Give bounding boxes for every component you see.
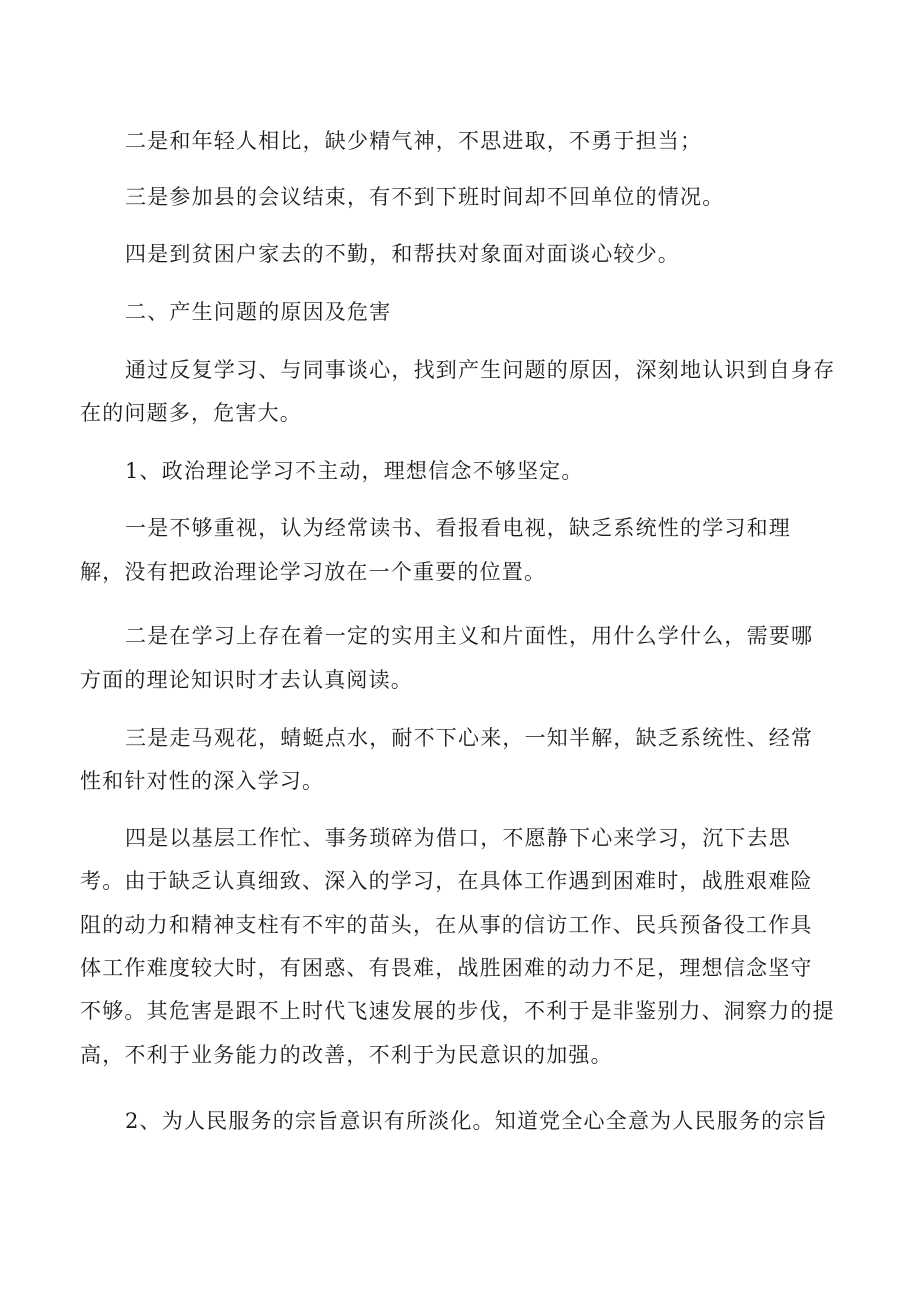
- paragraph-line: 在的问题多，危害大。: [80, 401, 302, 425]
- paragraph-line: 不够。其危害是跟不上时代飞速发展的步伐，不利于是非鉴别力、洞察力的提: [80, 999, 835, 1023]
- paragraph-line: 阻的动力和精神支柱有不牢的苗头，在从事的信访工作、民兵预备役工作具: [80, 913, 813, 937]
- section-heading: 二、产生问题的原因及危害: [125, 300, 392, 324]
- paragraph-line: 二是在学习上存在着一定的实用主义和片面性，用什么学什么，需要哪: [125, 624, 814, 648]
- paragraph-line: 性和针对性的深入学习。: [80, 769, 325, 793]
- subsection-heading: 1、政治理论学习不主动，理想信念不够坚定。: [125, 459, 584, 483]
- subsection-heading: 2、为人民服务的宗旨意识有所淡化。知道党全心全意为人民服务的宗旨: [125, 1109, 828, 1133]
- paragraph-line: 四是以基层工作忙、事务琐碎为借口，不愿静下心来学习，沉下去思: [125, 826, 791, 850]
- paragraph-line: 一是不够重视，认为经常读书、看报看电视，缺乏系统性的学习和理: [125, 516, 791, 540]
- paragraph-line: 考。由于缺乏认真细致、深入的学习，在具体工作遇到困难时，战胜艰难险: [80, 869, 813, 893]
- paragraph-line: 通过反复学习、与同事谈心，找到产生问题的原因，深刻地认识到自身存: [125, 358, 836, 382]
- paragraph-line: 方面的理论知识时才去认真阅读。: [80, 668, 413, 692]
- paragraph-line: 体工作难度较大时，有困惑、有畏难，战胜困难的动力不足，理想信念坚守: [80, 956, 813, 980]
- paragraph-line: 三是走马观花，蜻蜓点水，耐不下心来，一知半解，缺乏系统性、经常: [125, 726, 814, 750]
- paragraph-line: 二是和年轻人相比，缺少精气神，不思进取，不勇于担当；: [125, 129, 703, 153]
- paragraph-line: 解，没有把政治理论学习放在一个重要的位置。: [80, 560, 547, 584]
- paragraph-line: 高，不利于业务能力的改善，不利于为民意识的加强。: [80, 1043, 613, 1067]
- paragraph-line: 三是参加县的会议结束，有不到下班时间却不回单位的情况。: [125, 185, 725, 209]
- paragraph-line: 四是到贫困户家去的不勤，和帮扶对象面对面谈心较少。: [125, 242, 680, 266]
